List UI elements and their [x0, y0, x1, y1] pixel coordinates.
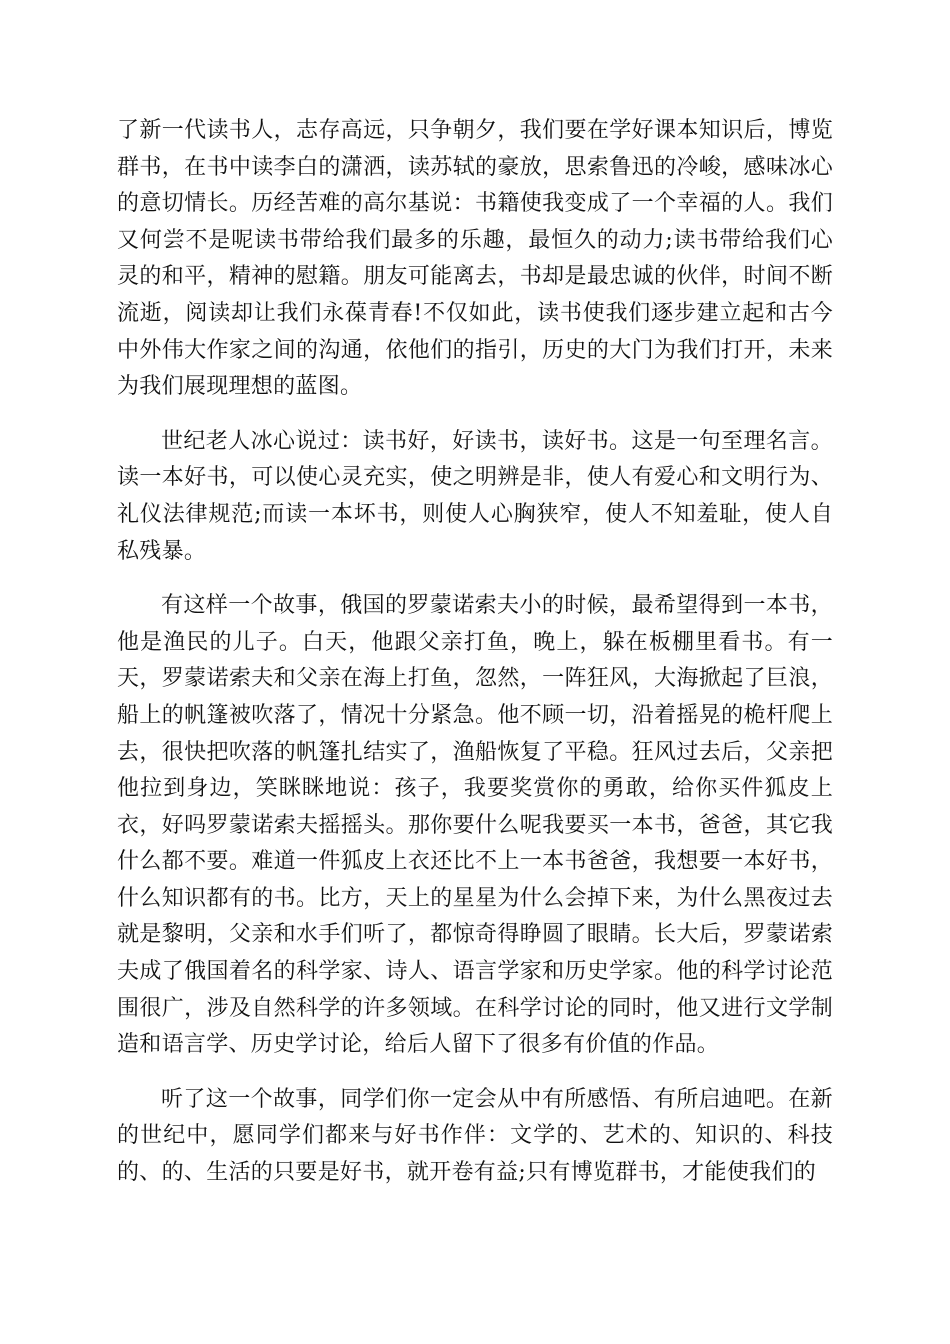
paragraph-bingxin-quote: 世纪老人冰心说过：读书好，好读书，读好书。这是一句至理名言。读一本好书，可以使心灵充实，使之明辨是非，使人有爱心和文明行为、礼仪法律规范;而读一本坏书，则使人心胸狭窄，使人不知羞耻，使人自私残暴。	[117, 428, 833, 564]
paragraph-continuation: 了新一代读书人，志存高远，只争朝夕，我们要在学好课本知识后，博览群书，在书中读李白的潇洒，读苏轼的豪放，思索鲁迅的冷峻，感味冰心的意切情长。历经苦难的高尔基说：书籍使我变成了一个幸福的人。我们又何尝不是呢读书带给我们最多的乐趣，最恒久的动力;读书带给我们心灵的和平，精神的慰籍。朋友可能离去，书却是最忠诚的伙伴，时间不断流逝，阅读却让我们永葆青春!不仅如此，读书使我们逐步建立起和古今中外伟大作家之间的沟通，依他们的指引，历史的大门为我们打开，未来为我们展现理想的蓝图。	[117, 118, 833, 400]
paragraph-closing: 听了这一个故事，同学们你一定会从中有所感悟、有所启迪吧。在新的世纪中，愿同学们都来与好书作伴：文学的、艺术的、知识的、科技的、的、生活的只要是好书，就开卷有益;只有博览群书，才能使我们的	[117, 1086, 833, 1186]
paragraph-lomonosov-story: 有这样一个故事，俄国的罗蒙诺索夫小的时候，最希望得到一本书，他是渔民的儿子。白天，他跟父亲打鱼，晚上，躲在板棚里看书。有一天，罗蒙诺索夫和父亲在海上打鱼，忽然，一阵狂风，大海掀起了巨浪，船上的帆篷被吹落了，情况十分紧急。他不顾一切，沿着摇晃的桅杆爬上去，很快把吹落的帆篷扎结实了，渔船恢复了平稳。狂风过去后，父亲把他拉到身边，笑眯眯地说：孩子，我要奖赏你的勇敢，给你买件狐皮上衣，好吗罗蒙诺索夫摇摇头。那你要什么呢我要买一本书，爸爸，其它我什么都不要。难道一件狐皮上衣还比不上一本书爸爸，我想要一本好书，什么知识都有的书。比方，天上的星星为什么会掉下来，为什么黑夜过去就是黎明，父亲和水手们听了，都惊奇得睁圆了眼睛。长大后，罗蒙诺索夫成了俄国着名的科学家、诗人、语言学家和历史学家。他的科学讨论范围很广，涉及自然科学的许多领域。在科学讨论的同时，他又进行文学制造和语言学、历史学讨论，给后人留下了很多有价值的作品。	[117, 593, 833, 1058]
document-body	[117, 113, 833, 1210]
